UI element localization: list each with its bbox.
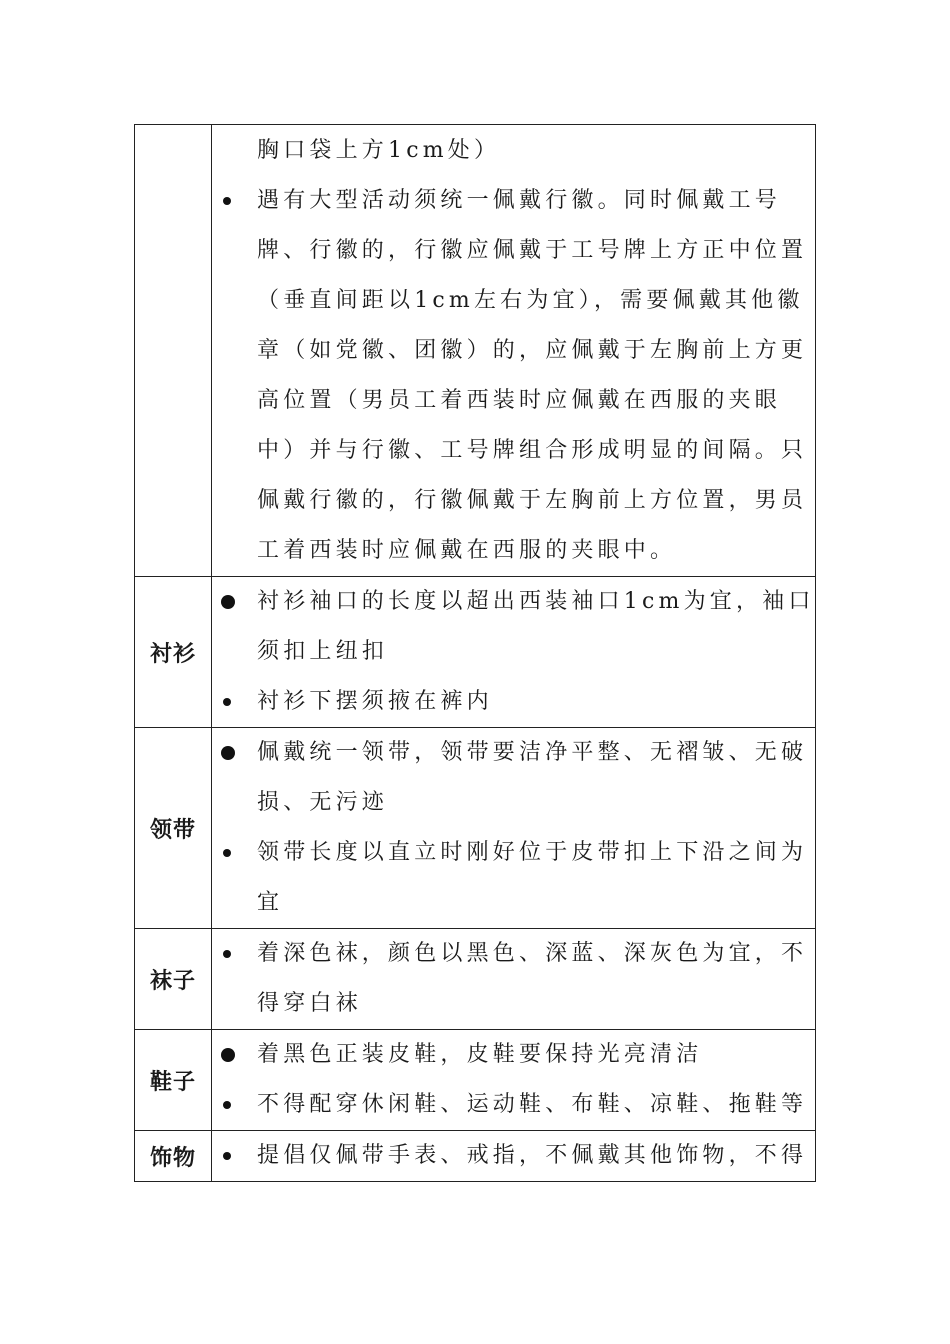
bullet-dot-icon: [223, 1101, 231, 1109]
text-line: [212, 326, 815, 376]
bullet-item: [212, 677, 815, 727]
line-text: 佩戴统一领带，领带要洁净平整、无褶皱、无破: [257, 740, 808, 765]
text-line: [212, 1080, 815, 1130]
line-text: 提倡仅佩带手表、戒指，不佩戴其他饰物，不得: [257, 1143, 808, 1168]
line-text: 中）并与行徽、工号牌组合形成明显的间隔。只: [257, 437, 808, 463]
text-line: [212, 778, 815, 828]
bullet-item: [212, 828, 815, 928]
row-label: [135, 125, 212, 577]
text-line: [212, 226, 815, 276]
text-line: [212, 526, 815, 576]
text-line: [212, 426, 815, 476]
bullet-item: [212, 1030, 815, 1080]
table-body: [135, 125, 816, 1182]
text-line: [212, 677, 815, 727]
line-text: 衬衫袖口的长度以超出西装袖口1cm为宜，袖口: [257, 589, 815, 614]
line-text: 章（如党徽、团徽）的，应佩戴于左胸前上方更: [257, 337, 808, 363]
line-text: 佩戴行徽的，行徽佩戴于左胸前上方位置，男员: [257, 487, 808, 513]
bullet-item: [212, 126, 815, 176]
text-line: [212, 929, 815, 979]
bullet-item: [212, 1080, 815, 1130]
table-row: [135, 577, 816, 728]
line-text: 着黑色正装皮鞋，皮鞋要保持光亮清洁: [257, 1042, 703, 1067]
line-text: 衬衫下摆须掖在裤内: [257, 689, 493, 714]
bullet-dot-icon: [223, 1152, 231, 1160]
bullet-dot-icon: [223, 197, 231, 205]
table-row: [135, 125, 816, 577]
text-line: [212, 476, 815, 526]
line-text: 高位置（男员工着西装时应佩戴在西服的夹眼: [257, 387, 782, 413]
text-line: [212, 1131, 815, 1181]
line-text: 领带长度以直立时刚好位于皮带扣上下沿之间为: [257, 840, 808, 865]
line-text: 胸口袋上方1cm处）: [257, 137, 501, 163]
bullet-item: [212, 728, 815, 828]
bullet-dot-icon: [221, 746, 235, 760]
text-line: [212, 828, 815, 878]
text-line: [212, 126, 815, 176]
line-text: 遇有大型活动须统一佩戴行徽。同时佩戴工号: [257, 187, 782, 213]
line-text: 工着西装时应佩戴在西服的夹眼中。: [257, 537, 677, 563]
row-label: 袜子: [135, 929, 212, 1030]
text-line: [212, 979, 815, 1029]
text-line: [212, 627, 815, 677]
table-row: [135, 929, 816, 1030]
row-content: [212, 577, 816, 728]
line-text: 宜: [257, 890, 284, 915]
line-text: 损、无污迹: [257, 790, 389, 815]
text-line: [212, 1030, 815, 1080]
text-line: [212, 878, 815, 928]
line-text: 牌、行徽的，行徽应佩戴于工号牌上方正中位置: [257, 237, 808, 263]
table-row: [135, 728, 816, 929]
line-text: 不得配穿休闲鞋、运动鞋、布鞋、凉鞋、拖鞋等: [257, 1092, 808, 1117]
bullet-dot-icon: [223, 698, 231, 706]
row-label: 衬衫: [135, 577, 212, 728]
row-content: [212, 929, 816, 1030]
line-text: 得穿白袜: [257, 991, 362, 1016]
bullet-dot-icon: [221, 1048, 235, 1062]
bullet-dot-icon: [223, 950, 231, 958]
line-text: 须扣上纽扣: [257, 639, 389, 664]
bullet-item: [212, 176, 815, 576]
bullet-item: [212, 577, 815, 677]
row-content: [212, 1131, 816, 1182]
text-line: [212, 276, 815, 326]
bullet-dot-icon: [223, 849, 231, 857]
text-line: [212, 376, 815, 426]
text-line: [212, 577, 815, 627]
table-row: [135, 1131, 816, 1182]
bullet-item: [212, 929, 815, 1029]
line-text: 着深色袜，颜色以黑色、深蓝、深灰色为宜，不: [257, 941, 808, 966]
row-label: 鞋子: [135, 1030, 212, 1131]
bullet-item: [212, 1131, 815, 1181]
row-label: 领带: [135, 728, 212, 929]
dress-code-table: [134, 124, 816, 1182]
line-text: （垂直间距以1cm左右为宜），需要佩戴其他徽: [257, 287, 804, 313]
text-line: [212, 176, 815, 226]
row-content: [212, 125, 816, 577]
row-content: [212, 728, 816, 929]
bullet-dot-icon: [221, 595, 235, 609]
table-row: [135, 1030, 816, 1131]
text-line: [212, 728, 815, 778]
row-label: 饰物: [135, 1131, 212, 1182]
row-content: [212, 1030, 816, 1131]
